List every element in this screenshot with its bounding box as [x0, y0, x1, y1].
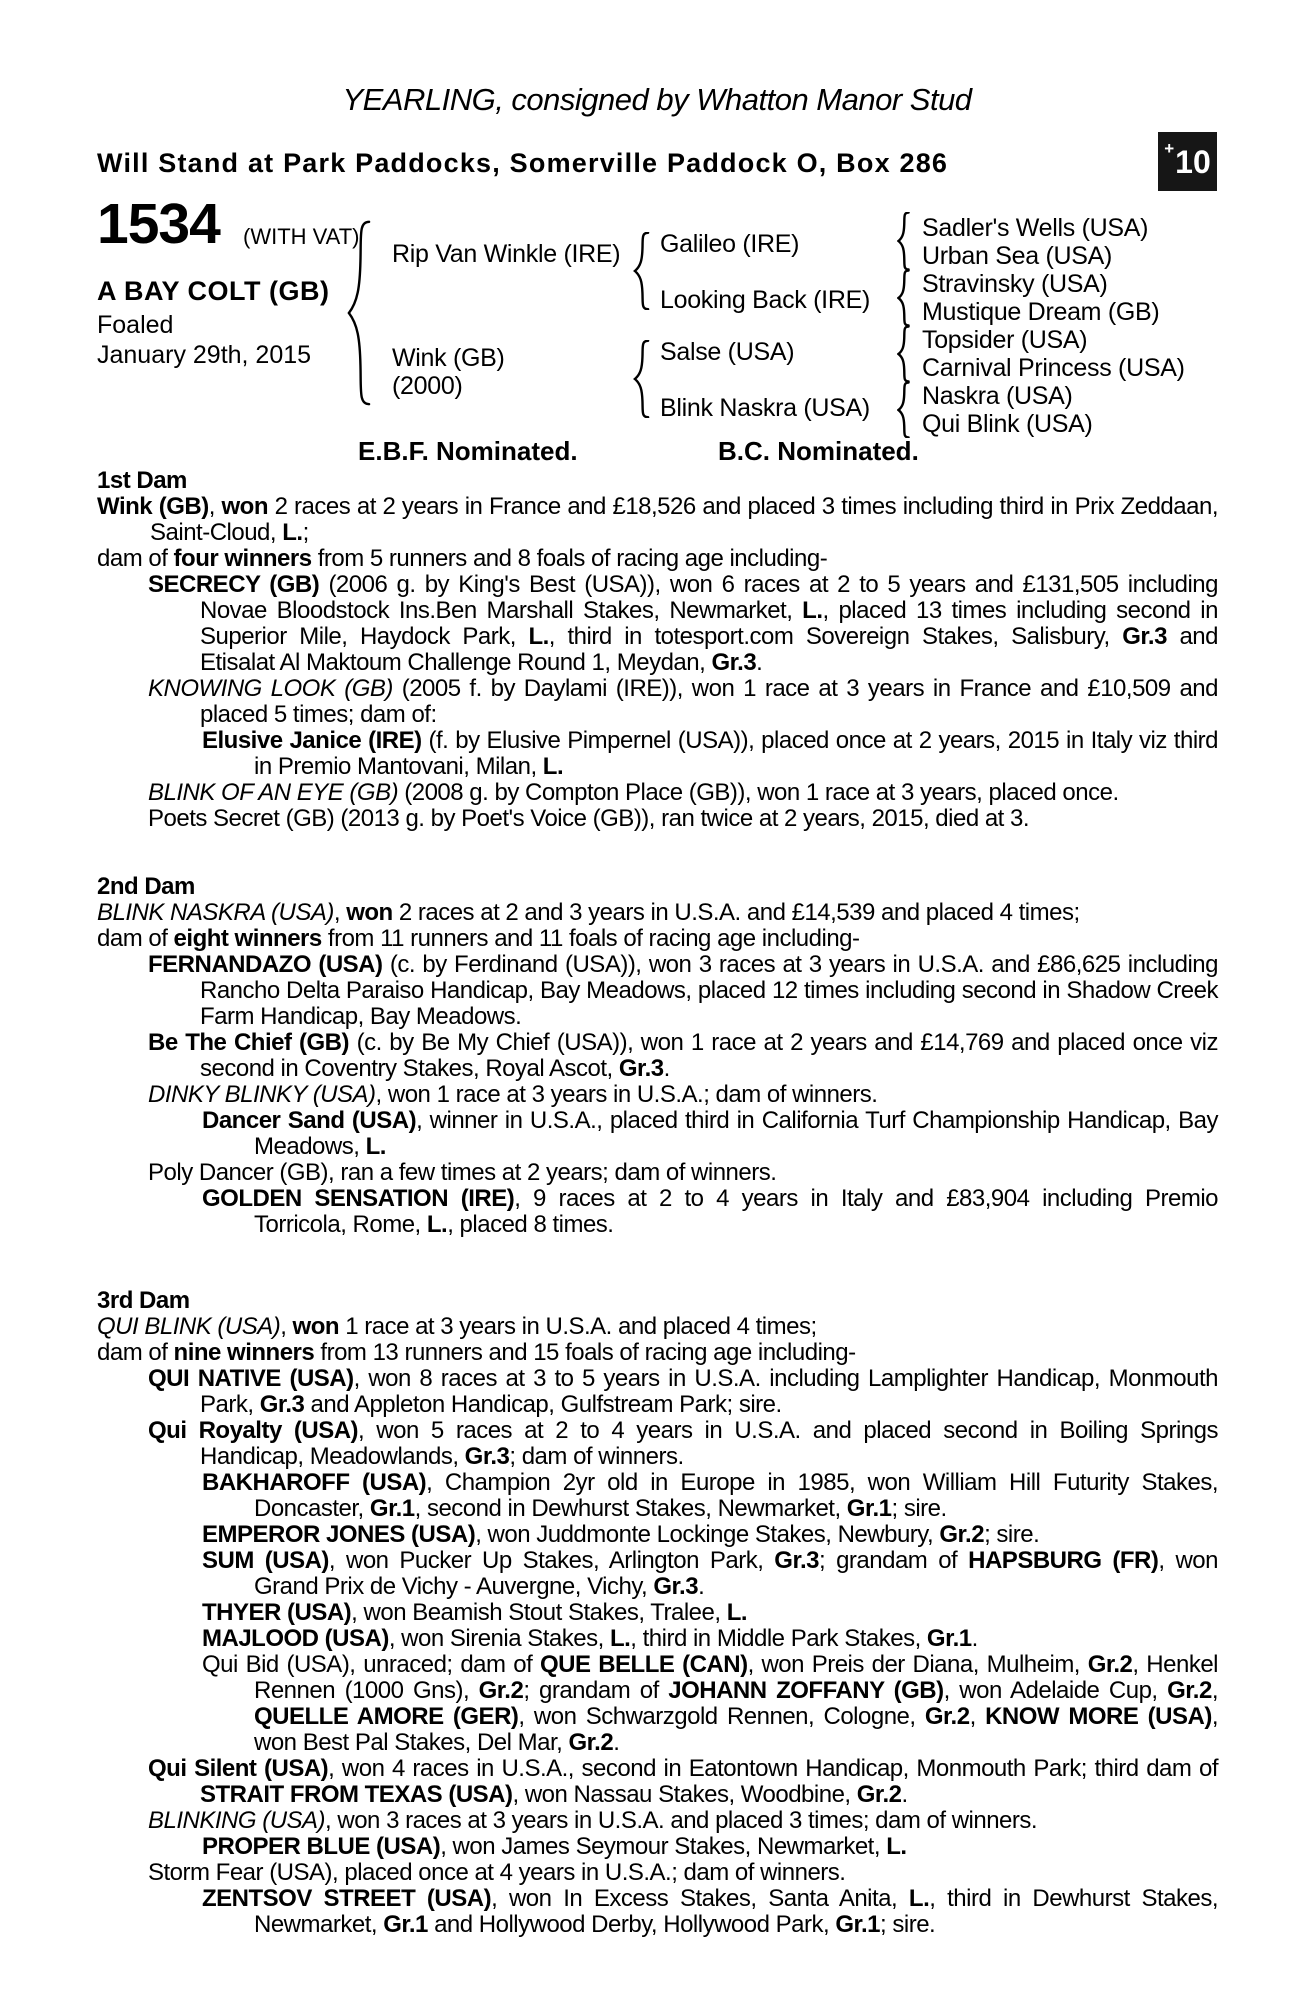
text-run: , [1211, 1677, 1218, 1704]
highlighted-name: DINKY BLINKY (USA) [148, 1081, 376, 1108]
text-run: , won 5 races at 2 to 4 years in U.S.A. and placed second in Boiling Springs Handicap, Meadowlands, [200, 1417, 1219, 1470]
pedigree-ancestor-name: Urban Sea (USA) [922, 242, 1113, 270]
highlighted-name: Gr.3 [618, 1055, 664, 1082]
pedigree-paragraph [148, 1756, 1218, 1808]
highlighted-name: Qui Silent (USA) [148, 1755, 329, 1782]
text-run: , [280, 1313, 293, 1340]
bc-nomination: B.C. Nominated. [718, 436, 919, 466]
text-run: , third in Dewhurst Stakes, Newmarket, [254, 1885, 1218, 1938]
text-run: (2008 g. by Compton Place (GB)), won 1 race at 3 years, placed once. [398, 779, 1119, 806]
highlighted-name: L. [609, 1625, 631, 1652]
text-run: , winner in U.S.A., placed third in California Turf Championship Handicap, Bay Meadows, [254, 1107, 1218, 1160]
sire-name: Rip Van Winkle (IRE) [392, 240, 621, 268]
pedigree-paragraph [148, 572, 1218, 676]
highlighted-name: Gr.3 [464, 1443, 510, 1470]
highlighted-name: QUE BELLE (CAN) [539, 1651, 748, 1678]
pedigree-paragraph [202, 1108, 1218, 1160]
text-run: , won Beamish Stout Stakes, Tralee, [351, 1599, 727, 1626]
pedigree-brace-icon [633, 340, 650, 418]
dam-section [97, 1288, 1218, 1938]
pedigree-brace-icon [633, 232, 650, 310]
pedigree-paragraph [202, 728, 1218, 780]
highlighted-name: L. [282, 519, 303, 546]
highlighted-name: L. [365, 1133, 386, 1160]
pedigree-paragraph [148, 1418, 1218, 1470]
text-run: 2 races at 2 and 3 years in U.S.A. and £14,539 and placed 4 times; [392, 899, 1080, 926]
text-run: , third in totesport.com Sovereign Stakes, Salisbury, [548, 623, 1123, 650]
text-run: (c. by Ferdinand (USA)), won 3 races at 3 years in U.S.A. and £86,625 including Rancho Delta Paraiso Handicap, Bay Meadows, placed 12 times including second in Shadow Creek Farm Handicap, Bay Meadows. [200, 951, 1219, 1030]
text-run: , [333, 899, 347, 926]
highlighted-name: JOHANN ZOFFANY (GB) [668, 1677, 944, 1704]
highlighted-name: Gr.2 [924, 1703, 970, 1730]
pedigree-paragraph [97, 1340, 1218, 1366]
pedigree-paragraph [202, 1652, 1218, 1756]
highlighted-name: L. [726, 1599, 748, 1626]
pedigree-paragraph [202, 1600, 1218, 1626]
text-run: ; sire. [891, 1495, 947, 1522]
highlighted-name: QUELLE AMORE (GER) [254, 1703, 519, 1730]
foaled-label: Foaled [97, 311, 174, 339]
granddam-name: Looking Back (IRE) [660, 286, 870, 314]
foaled-date: January 29th, 2015 [97, 341, 312, 369]
dam-foaling-year: (2000) [392, 372, 463, 400]
highlighted-name: Gr.2 [1087, 1651, 1133, 1678]
pedigree-paragraph [148, 1808, 1218, 1834]
text-run: ; sire. [880, 1911, 936, 1938]
dam-name: Wink (GB) [392, 344, 505, 372]
highlighted-name: Gr.3 [1122, 623, 1167, 650]
text-run: , won 1 race at 3 years in U.S.A.; dam of winners. [375, 1081, 878, 1108]
highlighted-name: nine winners [173, 1339, 315, 1366]
highlighted-name: BAKHAROFF (USA) [202, 1469, 427, 1496]
stand-location-line: Will Stand at Park Paddocks, Somerville Paddock O, Box 286 [97, 148, 949, 178]
text-run: . [613, 1729, 620, 1756]
pedigree-paragraph [148, 806, 1218, 832]
pedigree-paragraph [202, 1548, 1218, 1600]
highlighted-name: Be The Chief (GB) [148, 1029, 350, 1056]
pedigree-ancestor-name: Naskra (USA) [922, 382, 1073, 410]
text-run: , won Nassau Stakes, Woodbine, [512, 1781, 857, 1808]
highlighted-name: four winners [173, 545, 312, 572]
text-run: from 13 runners and 15 foals of racing age including- [314, 1339, 856, 1366]
text-run: , won James Seymour Stakes, Newmarket, [440, 1833, 887, 1860]
text-run: dam of [97, 545, 174, 572]
consignor-heading: YEARLING, consigned by Whatton Manor Stud [342, 82, 972, 117]
pedigree-brace-icon [897, 382, 910, 438]
pedigree-brace-icon [897, 326, 910, 382]
dam-section [97, 468, 1218, 832]
highlighted-name: Gr.3 [653, 1573, 699, 1600]
highlighted-name: Gr.1 [383, 1911, 428, 1938]
pedigree-paragraph [148, 676, 1218, 728]
pedigree-paragraph [202, 1522, 1218, 1548]
text-run: (2006 g. by King's Best (USA)), won 6 races at 2 to 5 years and £131,505 including Novae Bloodstock Ins.Ben Marshall Stakes, Newmarket, [200, 571, 1219, 624]
pedigree-ancestor-name: Stravinsky (USA) [922, 270, 1108, 298]
text-run: . [756, 649, 763, 676]
highlighted-name: BLINKING (USA) [148, 1807, 326, 1834]
highlighted-name: L. [426, 1211, 448, 1238]
highlighted-name: KNOWING LOOK (GB) [148, 675, 393, 702]
text-run: Qui Bid (USA), unraced; dam of [202, 1651, 540, 1678]
text-run: , 9 races at 2 to 4 years in Italy and £83,904 including Premio Torricola, Rome, [254, 1185, 1219, 1238]
highlighted-name: Gr.1 [846, 1495, 892, 1522]
pedigree-brace-icon [346, 220, 372, 406]
dam-section-heading: 1st Dam [97, 467, 187, 494]
highlighted-name: EMPEROR JONES (USA) [202, 1521, 476, 1548]
highlighted-name: MAJLOOD (USA) [202, 1625, 389, 1652]
pedigree-paragraph [202, 1834, 1218, 1860]
pedigree-paragraph [97, 546, 1218, 572]
text-run: . [663, 1055, 670, 1082]
dam-section-heading: 2nd Dam [97, 873, 195, 900]
text-run: . [901, 1781, 908, 1808]
pedigree-paragraph [97, 1314, 1218, 1340]
highlighted-name: PROPER BLUE (USA) [202, 1833, 441, 1860]
lot-description: A BAY COLT (GB) [97, 276, 330, 306]
highlighted-name: HAPSBURG (FR) [968, 1547, 1159, 1574]
text-run: (2005 f. by Daylami (IRE)), won 1 race at 3 years in France and £10,509 and placed 5 times; dam of: [200, 675, 1218, 728]
text-run: , second in Dewhurst Stakes, Newmarket, [414, 1495, 847, 1522]
text-run: , won Pucker Up Stakes, Arlington Park, [328, 1547, 775, 1574]
pedigree-brace-icon [897, 270, 910, 326]
highlighted-name: SUM (USA) [202, 1547, 329, 1574]
pedigree-ancestor-name: Topsider (USA) [922, 326, 1088, 354]
text-run: , placed 13 times including second in Superior Mile, Haydock Park, [200, 597, 1218, 650]
text-run: ; sire. [984, 1521, 1040, 1548]
pedigree-paragraph [148, 1030, 1218, 1082]
text-run: from 11 runners and 11 foals of racing age including- [321, 925, 860, 952]
grandsire-name: Galileo (IRE) [660, 230, 800, 258]
dam-section-heading: 3rd Dam [97, 1287, 190, 1314]
pedigree-paragraph [148, 780, 1218, 806]
highlighted-name: Gr.2 [478, 1677, 524, 1704]
lot-number: 1534 [97, 192, 220, 256]
pedigree-paragraph [148, 1082, 1218, 1108]
pedigree-paragraph [148, 1860, 1218, 1886]
pedigree-paragraph [148, 952, 1218, 1030]
pedigree-paragraph [202, 1470, 1218, 1522]
text-run: 2 races at 2 years in France and £18,526 and placed 3 times including third in Prix Zeddaan, Saint-Cloud, [150, 493, 1218, 546]
pedigree-paragraph [97, 900, 1218, 926]
highlighted-name: L. [908, 1885, 930, 1912]
pedigree-paragraph [202, 1626, 1218, 1652]
text-run: Poly Dancer (GB), ran a few times at 2 years; dam of winners. [148, 1159, 777, 1186]
highlighted-name: THYER (USA) [202, 1599, 352, 1626]
highlighted-name: Gr.2 [939, 1521, 985, 1548]
text-run: Poets Secret (GB) (2013 g. by Poet's Voice (GB)), ran twice at 2 years, 2015, died at 3. [148, 805, 1030, 832]
pedigree-paragraph [97, 494, 1218, 546]
text-run: and Appleton Handicap, Gulfstream Park; sire. [304, 1391, 782, 1418]
pedigree-ancestor-name: Sadler's Wells (USA) [922, 214, 1149, 242]
highlighted-name: Gr.3 [774, 1547, 819, 1574]
pedigree-brace-icon [897, 212, 910, 270]
text-run: . [698, 1573, 705, 1600]
highlighted-name: ZENTSOV STREET (USA) [202, 1885, 492, 1912]
text-run: , won In Excess Stakes, Santa Anita, [491, 1885, 909, 1912]
highlighted-name: GOLDEN SENSATION (IRE) [202, 1185, 515, 1212]
text-run: (c. by Be My Chief (USA)), won 1 race at 2 years and £14,769 and placed once viz second in Coventry Stakes, Royal Ascot, [200, 1029, 1218, 1082]
text-run: , Champion 2yr old in Europe in 1985, won William Hill Futurity Stakes, Doncaster, [254, 1469, 1218, 1522]
pedigree-ancestor-name: Mustique Dream (GB) [922, 298, 1160, 326]
highlighted-name: KNOW MORE (USA) [985, 1703, 1212, 1730]
pedigree-paragraph [202, 1886, 1218, 1938]
text-run: ; grandam of [819, 1547, 969, 1574]
highlighted-name: won [221, 493, 268, 520]
highlighted-name: QUI BLINK (USA) [97, 1313, 281, 1340]
dam-section [97, 874, 1218, 1238]
text-run: ; [302, 519, 309, 546]
text-run: dam of [97, 1339, 174, 1366]
text-run: ; dam of winners. [509, 1443, 684, 1470]
text-run: , third in Middle Park Stakes, [630, 1625, 927, 1652]
text-run: , [208, 493, 222, 520]
text-run: and Etisalat Al Maktoum Challenge Round 1, Meydan, [200, 623, 1219, 676]
sale-day-badge [1158, 132, 1217, 191]
highlighted-name: eight winners [173, 925, 322, 952]
highlighted-name: BLINK NASKRA (USA) [97, 899, 334, 926]
pedigree-paragraph [148, 1366, 1218, 1418]
text-run: , [969, 1703, 986, 1730]
highlighted-name: Qui Royalty (USA) [148, 1417, 359, 1444]
highlighted-name: Elusive Janice (IRE) [202, 727, 422, 754]
text-run: , won Grand Prix de Vichy - Auvergne, Vichy, [254, 1547, 1218, 1600]
text-run: , won 4 races in U.S.A., second in Eatontown Handicap, Monmouth Park; third dam of [328, 1755, 1218, 1782]
highlighted-name: Gr.1 [926, 1625, 972, 1652]
text-run: , won Best Pal Stakes, Del Mar, [254, 1703, 1218, 1756]
text-run: , won Sirenia Stakes, [388, 1625, 610, 1652]
highlighted-name: Gr.2 [568, 1729, 614, 1756]
second-dam-name: Blink Naskra (USA) [660, 394, 870, 422]
highlighted-name: Gr.3 [711, 649, 757, 676]
pedigree-paragraph [97, 926, 1218, 952]
highlighted-name: STRAIT FROM TEXAS (USA) [200, 1781, 513, 1808]
highlighted-name: SECRECY (GB) [148, 571, 320, 598]
text-run: ; grandam of [523, 1677, 669, 1704]
highlighted-name: won [292, 1313, 340, 1340]
text-run: , Henkel Rennen (1000 Gns), [254, 1651, 1219, 1704]
badge-day-number: 10 [1175, 143, 1211, 180]
highlighted-name: L. [542, 753, 564, 780]
highlighted-name: BLINK OF AN EYE (GB) [148, 779, 399, 806]
text-run: from 5 runners and 8 foals of racing age including- [311, 545, 828, 572]
highlighted-name: FERNANDAZO (USA) [148, 951, 383, 978]
badge-plus-icon: + [1164, 139, 1175, 158]
ebf-nomination: E.B.F. Nominated. [358, 436, 578, 466]
text-run: Storm Fear (USA), placed once at 4 years in U.S.A.; dam of winners. [148, 1859, 846, 1886]
highlighted-name: Gr.3 [259, 1391, 305, 1418]
text-run: and Hollywood Derby, Hollywood Park, [427, 1911, 836, 1938]
damsire-name: Salse (USA) [660, 338, 795, 366]
text-run: , won 3 races at 3 years in U.S.A. and placed 3 times; dam of winners. [325, 1807, 1038, 1834]
highlighted-name: QUI NATIVE (USA) [148, 1365, 354, 1392]
highlighted-name: Gr.1 [369, 1495, 415, 1522]
text-run: , placed 8 times. [447, 1211, 614, 1238]
highlighted-name: Gr.1 [835, 1911, 881, 1938]
pedigree-paragraph [202, 1186, 1218, 1238]
text-run: 1 race at 3 years in U.S.A. and placed 4 times; [339, 1313, 817, 1340]
text-run: dam of [97, 925, 174, 952]
pedigree-ancestor-name: Qui Blink (USA) [922, 410, 1093, 438]
highlighted-name: Wink (GB) [97, 493, 209, 520]
highlighted-name: Gr.2 [856, 1781, 902, 1808]
highlighted-name: L. [528, 623, 549, 650]
text-run: , won Preis der Diana, Mulheim, [747, 1651, 1088, 1678]
text-run: , won Juddmonte Lockinge Stakes, Newbury, [475, 1521, 940, 1548]
highlighted-name: L. [802, 597, 823, 624]
text-run: , won 8 races at 3 to 5 years in U.S.A. including Lamplighter Handicap, Monmouth Park, [200, 1365, 1219, 1418]
pedigree-ancestor-name: Carnival Princess (USA) [922, 354, 1185, 382]
lot-vat-note: (WITH VAT) [243, 224, 360, 249]
catalogue-body [97, 468, 1218, 1938]
highlighted-name: L. [886, 1833, 907, 1860]
text-run: (f. by Elusive Pimpernel (USA)), placed once at 2 years, 2015 in Italy viz third in Premio Mantovani, Milan, [254, 727, 1218, 780]
highlighted-name: Gr.2 [1167, 1677, 1212, 1704]
highlighted-name: won [346, 899, 393, 926]
text-run: , won Adelaide Cup, [943, 1677, 1168, 1704]
pedigree-paragraph [148, 1160, 1218, 1186]
text-run: , won Schwarzgold Rennen, Cologne, [518, 1703, 925, 1730]
highlighted-name: Dancer Sand (USA) [202, 1107, 417, 1134]
text-run: . [971, 1625, 978, 1652]
